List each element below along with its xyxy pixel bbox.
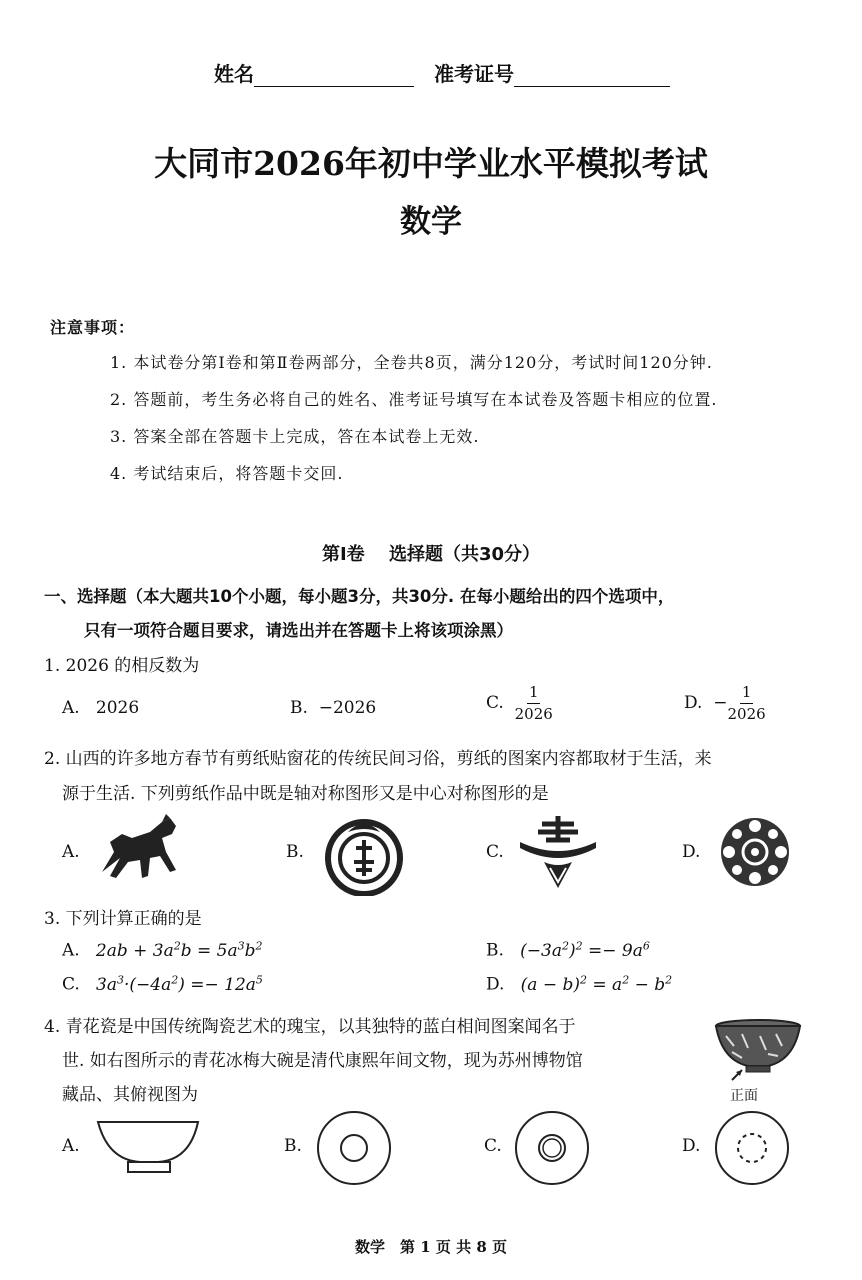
q3-option-b[interactable]: B. $(-3a^2)^2 =- 9a^6$ xyxy=(486,939,650,961)
q1-stem: 1. 2026 的相反数为 xyxy=(44,656,200,676)
subject-title: 数学 xyxy=(400,204,462,240)
notice-item: 4. 考试结束后，将答题卡交回. xyxy=(110,464,344,483)
bowl-side-view-icon[interactable] xyxy=(94,1118,204,1176)
page-footer: 数学 第 1 页 共 8 页 xyxy=(355,1238,507,1256)
q2-option-d-label: D. xyxy=(682,842,701,862)
q1-option-d[interactable] xyxy=(684,684,766,722)
fraction-denominator: 2026 xyxy=(514,704,553,723)
name-blank[interactable] xyxy=(254,66,414,87)
option-label: C. xyxy=(62,974,80,995)
exam-number-blank[interactable] xyxy=(514,66,670,87)
q1-option-c[interactable] xyxy=(486,684,553,722)
q2-option-c-label: C. xyxy=(486,842,504,862)
q3-option-c[interactable]: C. $3a^3\cdot(-4a^2) =- 12a^5$ xyxy=(62,973,263,995)
q4-option-c-label: C. xyxy=(484,1136,502,1156)
q2-stem: 2. 山西的许多地方春节有剪纸贴窗花的传统民间习俗，剪纸的图案内容都取材于生活，来 xyxy=(44,749,712,769)
concentric-circles-solid-icon[interactable] xyxy=(314,1108,394,1188)
exam-number-field[interactable] xyxy=(434,58,670,87)
name-label: 姓名 xyxy=(214,62,254,86)
option-label: A. xyxy=(62,698,80,718)
option-value: −2026 xyxy=(318,698,377,718)
front-view-label: 正面 xyxy=(730,1088,758,1104)
q2-option-a-label: A. xyxy=(62,842,80,862)
q4-option-d-label: D. xyxy=(682,1136,701,1156)
notice-heading: 注意事项： xyxy=(50,318,136,337)
notice-item: 3. 答案全部在答题卡上完成，答在本试卷上无效. xyxy=(110,427,480,446)
option-value: 2026 xyxy=(95,698,140,718)
concentric-circles-dashed-icon[interactable] xyxy=(712,1108,792,1188)
section-instruction: 一、选择题（本大题共10个小题，每小题3分，共30分. 在每小题给出的四个选项中， xyxy=(44,587,675,606)
option-label: D. xyxy=(684,693,703,713)
q4-option-b-label: B. xyxy=(284,1136,302,1156)
notice-item: 1. 本试卷分第Ⅰ卷和第Ⅱ卷两部分，全卷共8页，满分120分，考试时间120分钟. xyxy=(110,353,713,372)
notice-item: 2. 答题前，考生务必将自己的姓名、准考证号填写在本试卷及答题卡相应的位置. xyxy=(110,390,718,409)
q3-option-d[interactable]: D. $(a - b)^2 = a^2 - b^2$ xyxy=(486,973,673,995)
q3-stem: 3. 下列计算正确的是 xyxy=(44,909,202,929)
page-title: 大同市2026年初中学业水平模拟考试 xyxy=(154,144,708,183)
porcelain-bowl-icon xyxy=(712,1016,804,1084)
q2-option-b-label: B. xyxy=(286,842,304,862)
section-title: 第Ⅰ卷 选择题（共30分） xyxy=(321,544,540,565)
horse-papercut-icon[interactable] xyxy=(92,812,184,892)
option-label: B. xyxy=(486,940,504,961)
q4-stem-cont: 世. 如右图所示的青花冰梅大碗是清代康熙年间文物，现为苏州博物馆 xyxy=(62,1051,583,1071)
concentric-circles-double-icon[interactable] xyxy=(512,1108,592,1188)
fraction-denominator: 2026 xyxy=(727,704,766,723)
q4-stem-cont: 藏品、其俯视图为 xyxy=(62,1085,198,1105)
fraction-numerator: 1 xyxy=(527,684,541,704)
q2-stem-cont: 源于生活. 下列剪纸作品中既是轴对称图形又是中心对称图形的是 xyxy=(62,784,549,804)
option-label: C. xyxy=(486,693,504,713)
chun-papercut-icon[interactable] xyxy=(516,812,600,892)
option-label: D. xyxy=(486,974,505,995)
fu-apple-papercut-icon[interactable] xyxy=(318,810,410,896)
q4-stem: 4. 青花瓷是中国传统陶瓷艺术的瑰宝，以其独特的蓝白相间图案闻名于 xyxy=(44,1017,576,1037)
q1-option-b[interactable] xyxy=(290,698,376,718)
q3-option-a[interactable]: A. $2ab + 3a^2b = 5a^3b^2$ xyxy=(62,939,263,961)
flower-papercut-icon[interactable] xyxy=(712,812,798,892)
minus-sign: − xyxy=(713,693,728,713)
fraction-numerator: 1 xyxy=(740,684,754,704)
exam-number-label: 准考证号 xyxy=(434,62,514,86)
section-instruction-cont: 只有一项符合题目要求，请选出并在答题卡上将该项涂黑） xyxy=(84,621,513,640)
q4-option-a-label: A. xyxy=(62,1136,80,1156)
q1-option-a[interactable] xyxy=(62,698,139,718)
option-label: B. xyxy=(290,698,308,718)
option-label: A. xyxy=(62,940,80,961)
name-field[interactable] xyxy=(214,58,414,87)
